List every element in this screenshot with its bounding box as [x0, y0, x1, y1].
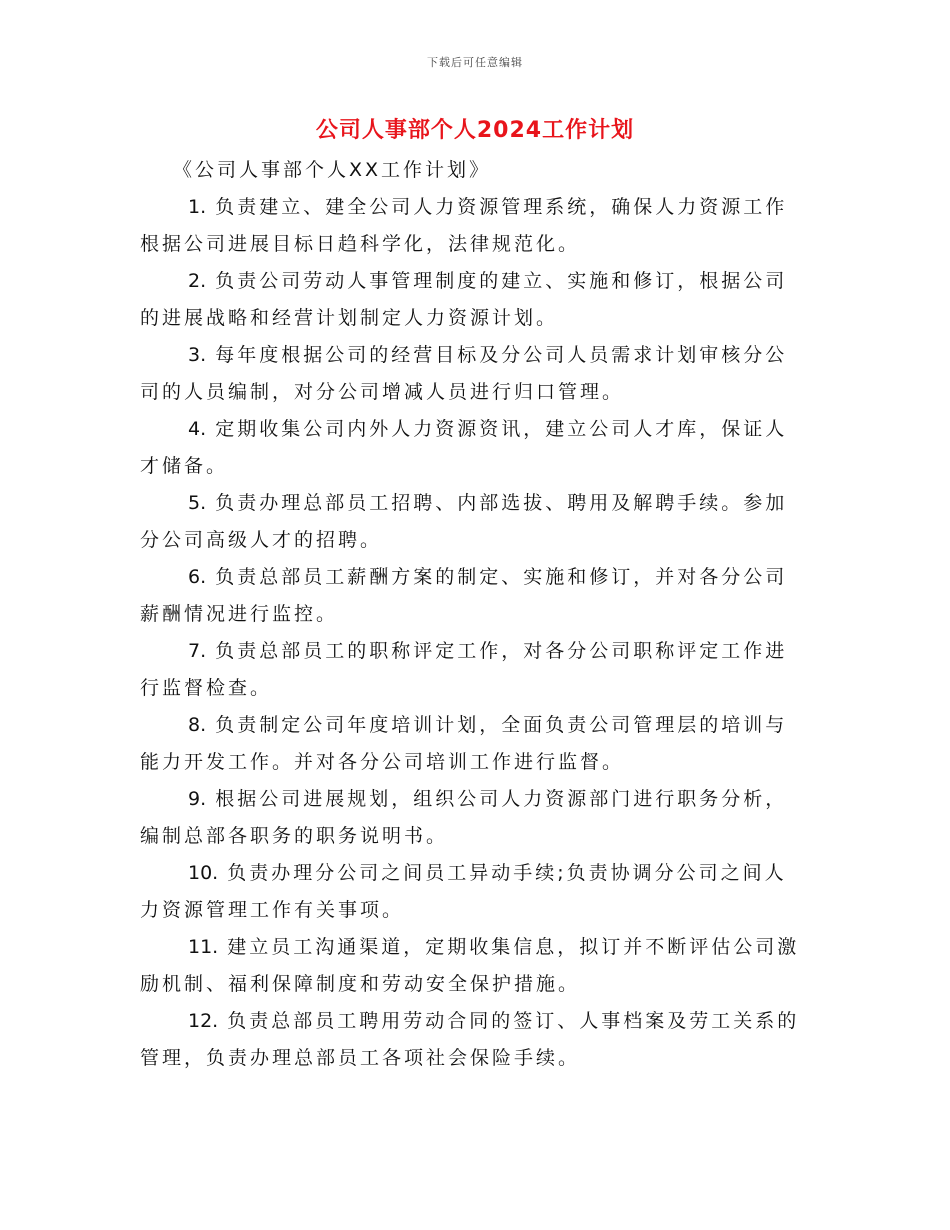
list-item: [140, 411, 808, 485]
item-text: 根据公司进展规划，组织公司人力资源部门进行职务分析，编制总部各职务的职务说明书。: [140, 788, 788, 847]
list-item: [140, 263, 808, 337]
item-text: 建立员工沟通渠道，定期收集信息，拟订并不断评估公司激励机制、福利保障制度和劳动安全保护措施。: [140, 936, 800, 995]
list-item: [140, 189, 808, 263]
item-number: 1.: [188, 196, 207, 218]
item-number: 5.: [188, 492, 207, 514]
list-item: [140, 485, 808, 559]
list-item: [140, 633, 808, 707]
item-text: 定期收集公司内外人力资源资讯，建立公司人才库，保证人才储备。: [140, 418, 788, 477]
item-text: 负责总部员工的职称评定工作，对各分公司职称评定工作进行监督检查。: [140, 640, 788, 699]
item-number: 4.: [188, 418, 207, 440]
item-number: 3.: [188, 344, 207, 366]
header-note: 下载后可任意编辑: [427, 56, 523, 69]
item-number: 9.: [188, 788, 207, 810]
document-title: 公司人事部个人2024工作计划: [315, 118, 635, 143]
list-item: [140, 559, 808, 633]
document-subtitle: 《公司人事部个人XX工作计划》: [173, 159, 492, 181]
item-text: 负责制定公司年度培训计划，全面负责公司管理层的培训与能力开发工作。并对各分公司培训工作进行监督。: [140, 714, 788, 773]
item-number: 12.: [188, 1010, 219, 1032]
list-item: [140, 707, 808, 781]
item-text: 负责公司劳动人事管理制度的建立、实施和修订，根据公司的进展战略和经营计划制定人力资源计划。: [140, 270, 788, 329]
list-item: [140, 337, 808, 411]
document-body: [140, 152, 808, 1077]
item-text: 每年度根据公司的经营目标及分公司人员需求计划审核分公司的人员编制，对分公司增减人员进行归口管理。: [140, 344, 788, 403]
item-number: 6.: [188, 566, 207, 588]
item-number: 8.: [188, 714, 207, 736]
item-number: 11.: [188, 936, 219, 958]
item-number: 10.: [188, 862, 219, 884]
list-item: [140, 1003, 808, 1077]
item-text: 负责总部员工聘用劳动合同的签订、人事档案及劳工关系的管理，负责办理总部员工各项社会保险手续。: [140, 1010, 800, 1069]
item-text: 负责建立、建全公司人力资源管理系统，确保人力资源工作根据公司进展目标日趋科学化，法律规范化。: [140, 196, 788, 255]
list-item: [140, 929, 808, 1003]
list-item: [140, 781, 808, 855]
item-number: 7.: [188, 640, 207, 662]
item-number: 2.: [188, 270, 207, 292]
item-text: 负责办理分公司之间员工异动手续;负责协调分公司之间人力资源管理工作有关事项。: [140, 862, 787, 921]
list-item: [140, 855, 808, 929]
item-text: 负责办理总部员工招聘、内部选拔、聘用及解聘手续。参加分公司高级人才的招聘。: [140, 492, 788, 551]
item-text: 负责总部员工薪酬方案的制定、实施和修订，并对各分公司薪酬情况进行监控。: [140, 566, 788, 625]
